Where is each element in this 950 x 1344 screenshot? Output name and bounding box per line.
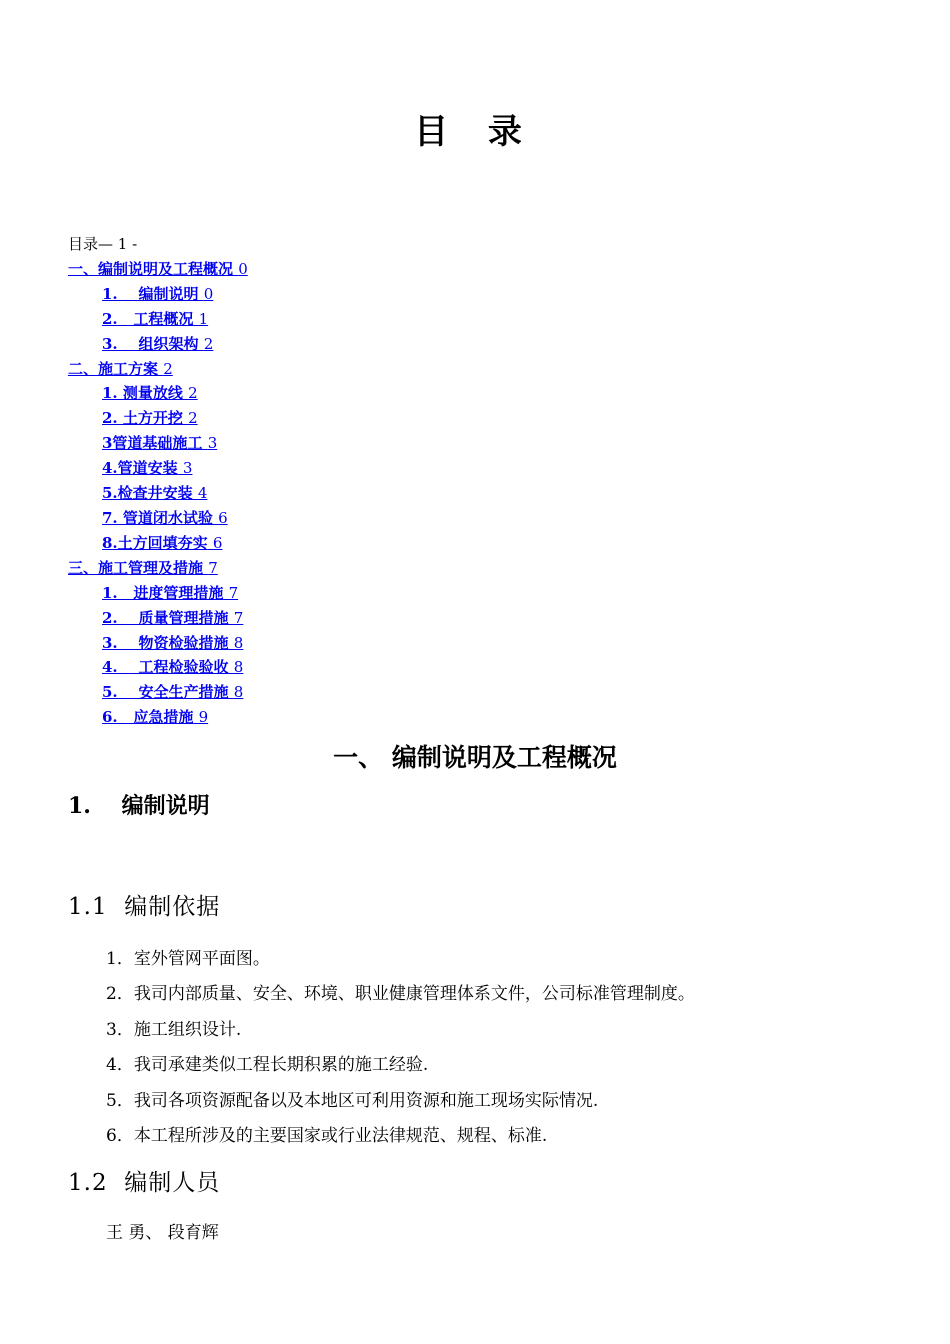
toc-page-number: 3 xyxy=(207,434,218,453)
toc-link[interactable] xyxy=(102,634,243,652)
toc-link-text: 3管道基础施工 xyxy=(102,434,203,453)
toc-link[interactable] xyxy=(68,559,218,577)
toc-page-number: 3 xyxy=(182,459,193,478)
toc-list xyxy=(68,257,248,730)
toc-entry xyxy=(68,257,248,282)
basis-list xyxy=(106,942,695,1154)
subsection-heading: 1. 编制说明 xyxy=(68,793,210,819)
toc-link[interactable] xyxy=(102,409,198,427)
toc-link[interactable] xyxy=(102,609,243,627)
toc-link-text: 6. 应急措施 xyxy=(102,708,194,727)
toc-entry xyxy=(68,705,248,730)
toc-link-text: 1. 测量放线 xyxy=(102,384,183,403)
toc-page-number: 9 xyxy=(198,708,209,727)
list-item: 5．我司各项资源配备以及本地区可利用资源和施工现场实际情况. xyxy=(106,1090,599,1111)
page-title: 目 录 xyxy=(414,112,536,152)
toc-entry xyxy=(68,556,248,581)
toc-link[interactable] xyxy=(102,534,222,552)
toc-link-text: 二、施工方案 xyxy=(68,359,159,378)
toc-entry xyxy=(68,332,248,357)
toc-page-number: 7 xyxy=(233,608,244,627)
toc-entry xyxy=(68,531,248,556)
toc-link-text: 三、施工管理及措施 xyxy=(68,558,204,577)
toc-page-number: 6 xyxy=(218,508,228,527)
toc-link[interactable] xyxy=(68,260,248,278)
toc-page-number: 2 xyxy=(203,334,214,353)
toc-entry xyxy=(68,581,248,606)
toc-page-number: 8 xyxy=(233,683,244,702)
toc-link[interactable] xyxy=(102,384,198,402)
toc-header: 目录— 1 - xyxy=(68,235,138,253)
toc-page-number: 7 xyxy=(228,583,239,602)
staff-names: 王 勇、 段育辉 xyxy=(106,1223,219,1243)
toc-link-text: 4.管道安装 xyxy=(102,459,178,478)
toc-link[interactable] xyxy=(102,335,213,353)
toc-page-number: 0 xyxy=(203,284,214,303)
toc-link-text: 4. 工程检验验收 xyxy=(102,658,229,677)
toc-link[interactable] xyxy=(102,658,243,676)
list-item: 6．本工程所涉及的主要国家或行业法律规范、规程、标准. xyxy=(106,1126,548,1147)
list-item: 3．施工组织设计. xyxy=(106,1019,242,1040)
toc-entry xyxy=(68,456,248,481)
toc-link-text: 一、编制说明及工程概况 xyxy=(68,259,234,278)
toc-page-number: 7 xyxy=(208,558,218,577)
list-item: 2．我司内部质量、安全、环境、职业健康管理体系文件，公司标准管理制度。 xyxy=(106,984,695,1005)
toc-entry xyxy=(68,481,248,506)
toc-link[interactable] xyxy=(102,285,213,303)
toc-link-text: 5.检查井安装 xyxy=(102,484,193,503)
toc-link-text: 5. 安全生产措施 xyxy=(102,683,229,702)
toc-link-text: 2. 质量管理措施 xyxy=(102,608,229,627)
table-of-contents xyxy=(68,232,248,730)
toc-page-number: 6 xyxy=(212,533,223,552)
toc-page-number: 2 xyxy=(188,409,198,428)
toc-link-text: 3. 物资检验措施 xyxy=(102,633,229,652)
toc-link-text: 2. 土方开挖 xyxy=(102,409,183,428)
toc-entry xyxy=(68,381,248,406)
toc-link[interactable] xyxy=(68,360,173,378)
toc-entry xyxy=(68,431,248,456)
toc-link-text: 7. 管道闭水试验 xyxy=(102,508,213,527)
basis-heading: 1.1 编制依据 xyxy=(68,894,221,920)
toc-link[interactable] xyxy=(102,310,208,328)
toc-entry xyxy=(68,631,248,656)
toc-entry xyxy=(68,282,248,307)
toc-entry xyxy=(68,357,248,382)
toc-page-number: 8 xyxy=(233,633,244,652)
toc-link-text: 3. 组织架构 xyxy=(102,334,199,353)
section-heading: 一、 编制说明及工程概况 xyxy=(333,743,617,772)
toc-link[interactable] xyxy=(102,459,192,477)
toc-entry xyxy=(68,406,248,431)
toc-link[interactable] xyxy=(102,434,217,452)
toc-entry xyxy=(68,680,248,705)
toc-page-number: 2 xyxy=(163,359,173,378)
toc-link-text: 2. 工程概况 xyxy=(102,309,194,328)
toc-link-text: 8.土方回填夯实 xyxy=(102,533,208,552)
toc-page-number: 8 xyxy=(233,658,244,677)
toc-link[interactable] xyxy=(102,683,243,701)
toc-entry xyxy=(68,506,248,531)
toc-link[interactable] xyxy=(102,509,228,527)
toc-entry xyxy=(68,655,248,680)
toc-page-number: 4 xyxy=(197,484,208,503)
toc-link-text: 1. 编制说明 xyxy=(102,284,199,303)
list-item: 4．我司承建类似工程长期积累的施工经验. xyxy=(106,1055,429,1076)
toc-link[interactable] xyxy=(102,708,208,726)
toc-link-text: 1. 进度管理措施 xyxy=(102,583,224,602)
toc-link[interactable] xyxy=(102,584,238,602)
toc-page-number: 1 xyxy=(198,309,209,328)
toc-entry xyxy=(68,307,248,332)
toc-page-number: 2 xyxy=(188,384,198,403)
toc-entry xyxy=(68,606,248,631)
toc-link[interactable] xyxy=(102,484,207,502)
toc-page-number: 0 xyxy=(238,259,248,278)
staff-heading: 1.2 编制人员 xyxy=(68,1170,221,1196)
list-item: 1．室外管网平面图。 xyxy=(106,949,270,969)
